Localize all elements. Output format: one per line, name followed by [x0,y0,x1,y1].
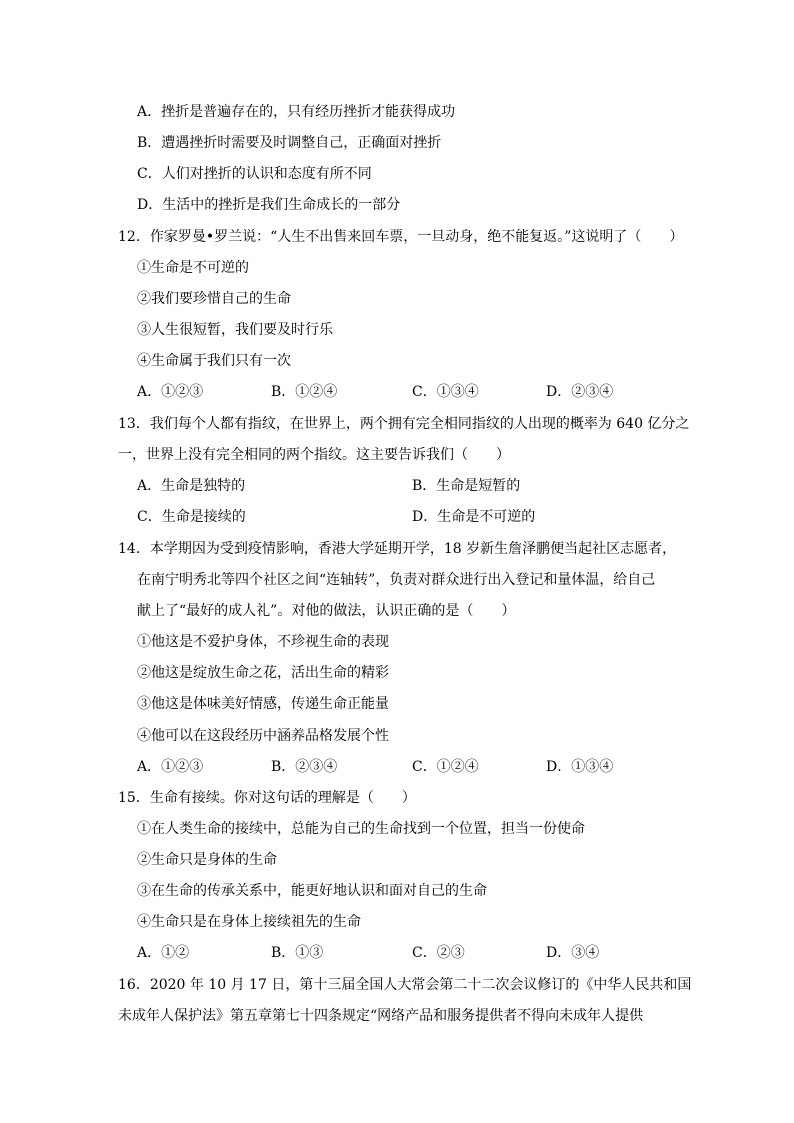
q11-option-c: C．人们对挫折的认识和态度有所不同 [137,166,372,182]
q13-choice-c: C．生命是接续的 [137,509,246,525]
q14-choice-b: B．②③④ [271,759,338,775]
q16-stem-line-2: 未成年人保护法》第五章第七十四条规定“网络产品和服务提供者不得向未成年人提供 [118,1008,644,1024]
q13-choice-b: B．生命是短暂的 [412,478,521,494]
q13-choice-a: A．生命是独特的 [137,478,246,494]
q14-choice-d: D．①③④ [546,759,614,775]
q12-item-3: ③人生很短暂，我们要及时行乐 [137,322,333,338]
q16-stem-line-1: 16．2020 年 10 月 17 日，第十三届全国人大常会第二十二次会议修订的《中华人民共和国 [118,977,692,993]
q13-stem-line-1: 13．我们每个人都有指纹，在世界上，两个拥有完全相同指纹的人出现的概率为 640 亿分之 [118,416,690,432]
q11-option-b: B．遭遇挫折时需要及时调整自己，正确面对挫折 [137,135,442,151]
q15-choice-c: C．②③ [412,945,465,961]
q12-choice-c: C．①③④ [412,384,479,400]
q14-stem-line-3: 献上了“最好的成人礼”。对他的做法，认识正确的是（ ） [137,603,516,619]
q13-choice-d: D．生命是不可逆的 [412,509,536,525]
q12-choice-d: D．②③④ [546,384,614,400]
q15-item-3: ③在生命的传承关系中，能更好地认识和面对自己的生命 [137,883,487,899]
q15-item-1: ①在人类生命的接续中，总能为自己的生命找到一个位置，担当一份使命 [137,821,585,837]
q12-item-1: ①生命是不可逆的 [137,260,249,276]
q12-choice-b: B．①②④ [271,384,338,400]
q12-item-4: ④生命属于我们只有一次 [137,353,291,369]
q15-item-2: ②生命只是身体的生命 [137,852,277,868]
q12-stem: 12．作家罗曼•罗兰说：“人生不出售来回车票，一旦动身，绝不能复返。”这说明了（ ） [118,229,684,245]
q15-choice-d: D．③④ [546,945,600,961]
q15-item-4: ④生命只是在身体上接续祖先的生命 [137,914,361,930]
q14-choice-c: C．①②④ [412,759,479,775]
q14-item-2: ②他这是绽放生命之花，活出生命的精彩 [137,665,389,681]
q11-option-d: D．生活中的挫折是我们生命成长的一部分 [137,197,401,213]
q14-stem-line-2: 在南宁明秀北等四个社区之间“连轴转”，负责对群众进行出入登记和量体温，给自己 [137,572,656,588]
q12-choice-a: A．①②③ [137,384,204,400]
q14-choice-a: A．①②③ [137,759,204,775]
q12-item-2: ②我们要珍惜自己的生命 [137,291,291,307]
q14-stem-line-1: 14．本学期因为受到疫情影响，香港大学延期开学，18 岁新生詹泽鹏便当起社区志愿者， [118,541,677,557]
q13-stem-line-2: 一，世界上没有完全相同的两个指纹。这主要告诉我们（ ） [118,447,510,463]
q14-item-4: ④他可以在这段经历中涵养品格发展个性 [137,728,389,744]
q14-item-3: ③他这是体味美好情感，传递生命正能量 [137,696,389,712]
q15-choice-b: B．①③ [271,945,324,961]
q14-item-1: ①他这是不爱护身体，不珍视生命的表现 [137,634,389,650]
q15-choice-a: A．①② [137,945,190,961]
q11-option-a: A．挫折是普遍存在的，只有经历挫折才能获得成功 [137,104,456,120]
q15-stem: 15．生命有接续。你对这句话的理解是（ ） [118,790,416,806]
